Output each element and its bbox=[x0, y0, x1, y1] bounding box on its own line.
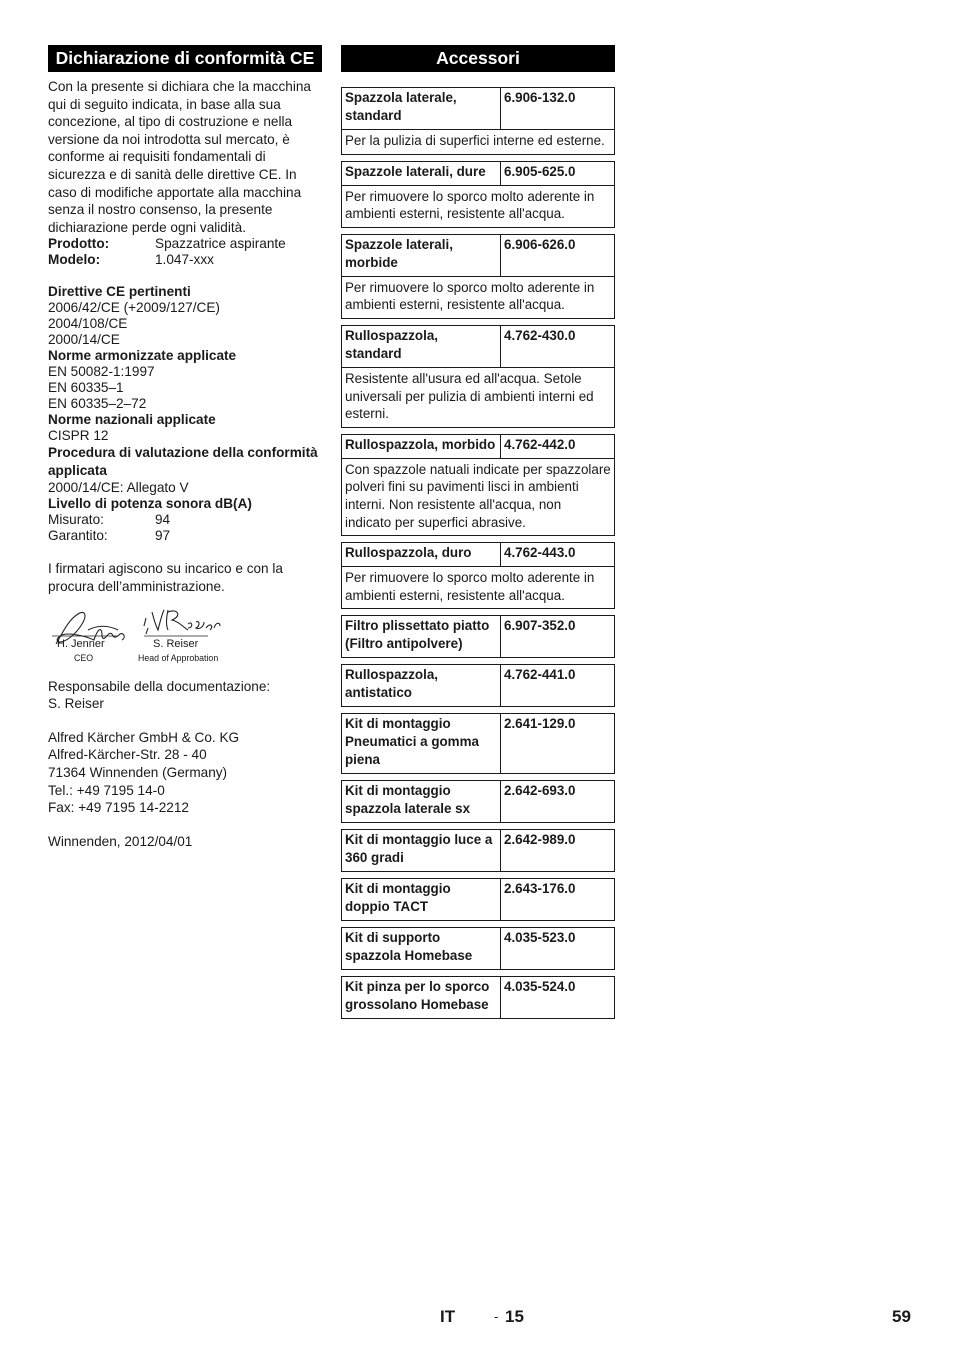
accessory-name: Spazzola laterale, standard bbox=[342, 88, 501, 129]
accessory-row bbox=[342, 977, 614, 1018]
accessory-name: Spazzole laterali, morbide bbox=[342, 235, 501, 276]
declaration-column bbox=[48, 45, 322, 850]
signatories-note: I firmatari agiscono su incarico e con la procura dell’amministrazione. bbox=[48, 561, 283, 594]
declaration-header: Dichiarazione di conformità CE bbox=[48, 45, 322, 72]
accessory-code: 2.641-129.0 bbox=[504, 716, 576, 732]
company-address bbox=[48, 729, 322, 817]
accessory-description: Per la pulizia di superfici interne ed esterne. bbox=[342, 129, 614, 154]
footer-section-page: 15 bbox=[505, 1307, 524, 1326]
accessory-item bbox=[341, 927, 615, 970]
national-heading: Norme nazionali applicate bbox=[48, 412, 216, 428]
procedure-heading: Procedura di valutazione della conformità applicata bbox=[48, 445, 318, 479]
accessory-code: 4.762-443.0 bbox=[504, 545, 576, 561]
directives-heading: Direttive CE pertinenti bbox=[48, 284, 191, 300]
doc-responsible-label: Responsabile della documentazione: bbox=[48, 678, 271, 694]
footer-language: IT bbox=[440, 1307, 456, 1326]
accessory-code: 4.762-441.0 bbox=[504, 667, 576, 683]
procedure-item: 2000/14/CE: Allegato V bbox=[48, 480, 189, 496]
accessory-description: Per rimuovere lo sporco molto aderente in ambienti esterni, resistente all'acqua. bbox=[342, 566, 614, 608]
signer2-name: S. Reiser bbox=[153, 637, 199, 650]
accessory-row bbox=[342, 162, 614, 185]
measured-value: 94 bbox=[155, 512, 171, 528]
accessory-item bbox=[341, 976, 615, 1019]
page-number: 59 bbox=[892, 1307, 911, 1326]
accessory-row bbox=[342, 830, 614, 871]
address-line: Fax: +49 7195 14-2212 bbox=[48, 800, 189, 816]
product-row bbox=[48, 236, 322, 252]
accessory-code: 4.035-524.0 bbox=[504, 979, 576, 995]
accessory-code: 6.906-132.0 bbox=[504, 90, 576, 105]
accessory-name: Kit di montaggio doppio TACT bbox=[342, 879, 501, 920]
accessory-row bbox=[342, 879, 614, 920]
accessory-row bbox=[342, 235, 614, 276]
accessory-code: 4.762-430.0 bbox=[504, 327, 576, 343]
measured-label: Misurato: bbox=[48, 512, 104, 528]
accessory-row bbox=[342, 928, 614, 969]
accessories-list bbox=[341, 87, 615, 1019]
accessory-item bbox=[341, 713, 615, 774]
accessory-item bbox=[341, 780, 615, 823]
signatures bbox=[48, 604, 322, 678]
signer1-title: CEO bbox=[74, 652, 94, 663]
signer1-name: H. Jenner bbox=[57, 637, 105, 650]
accessory-code: 6.906-626.0 bbox=[504, 236, 576, 252]
accessory-item bbox=[341, 664, 615, 707]
accessory-code: 2.643-176.0 bbox=[504, 881, 576, 897]
accessory-row bbox=[342, 88, 614, 129]
accessory-row bbox=[342, 616, 614, 657]
harmonized-item: EN 60335–1 bbox=[48, 380, 124, 396]
accessory-name: Kit di montaggio spazzola laterale sx bbox=[342, 781, 501, 822]
accessory-name: Kit pinza per lo sporco grossolano Homebase bbox=[342, 977, 501, 1018]
accessory-code: 2.642-693.0 bbox=[504, 783, 576, 799]
model-value: 1.047-xxx bbox=[155, 252, 214, 268]
accessory-row bbox=[342, 435, 614, 458]
accessory-item bbox=[341, 434, 615, 536]
footer-dash: - bbox=[494, 1309, 499, 1324]
accessories-header: Accessori bbox=[341, 45, 615, 72]
sound-heading: Livello di potenza sonora dB(A) bbox=[48, 496, 252, 512]
directive-item: 2000/14/CE bbox=[48, 332, 120, 348]
accessory-name: Rullospazzola, standard bbox=[342, 326, 501, 367]
accessory-name: Filtro plissettato piatto (Filtro antipolvere) bbox=[342, 616, 501, 657]
accessory-item bbox=[341, 615, 615, 658]
accessory-name: Rullospazzola, antistatico bbox=[342, 665, 501, 706]
address-line: Alfred-Kärcher-Str. 28 - 40 bbox=[48, 747, 207, 763]
accessory-code: 2.642-989.0 bbox=[504, 832, 576, 848]
product-value: Spazzatrice aspirante bbox=[155, 236, 286, 252]
accessory-description: Per rimuovere lo sporco molto aderente in ambienti esterni, resistente all'acqua. bbox=[342, 276, 614, 318]
accessory-description: Con spazzole natuali indicate per spazzolare polveri fini su pavimenti lisci in ambienti interni. Non resistente all'acqua, non indicato per superfici abrasive. bbox=[342, 458, 614, 535]
accessory-code: 4.762-442.0 bbox=[504, 436, 576, 452]
accessory-row bbox=[342, 714, 614, 773]
guaranteed-label: Garantito: bbox=[48, 528, 108, 544]
accessory-row bbox=[342, 326, 614, 367]
directive-item: 2006/42/CE (+2009/127/CE) bbox=[48, 300, 220, 316]
accessory-row bbox=[342, 543, 614, 566]
model-label: Modelo: bbox=[48, 252, 101, 268]
guaranteed-value: 97 bbox=[155, 528, 171, 544]
accessory-name: Spazzole laterali, dure bbox=[342, 162, 501, 185]
accessory-item bbox=[341, 542, 615, 609]
harmonized-item: EN 50082-1:1997 bbox=[48, 364, 155, 380]
accessory-code: 4.035-523.0 bbox=[504, 930, 576, 946]
accessory-description: Per rimuovere lo sporco molto aderente in ambienti esterni, resistente all'acqua. bbox=[342, 185, 614, 227]
accessory-row bbox=[342, 781, 614, 822]
accessory-item bbox=[341, 829, 615, 872]
accessory-code: 6.905-625.0 bbox=[504, 163, 576, 179]
address-line: Tel.: +49 7195 14-0 bbox=[48, 782, 165, 798]
signer2-title: Head of Approbation bbox=[138, 652, 219, 663]
national-item: CISPR 12 bbox=[48, 428, 109, 444]
accessory-name: Rullospazzola, duro bbox=[342, 543, 501, 566]
harmonized-heading: Norme armonizzate applicate bbox=[48, 348, 237, 364]
accessory-code: 6.907-352.0 bbox=[504, 618, 576, 634]
accessory-name: Rullospazzola, morbido bbox=[342, 435, 501, 458]
accessory-item bbox=[341, 325, 615, 428]
address-line: 71364 Winnenden (Germany) bbox=[48, 764, 228, 780]
doc-responsible-name: S. Reiser bbox=[48, 696, 104, 712]
accessory-name: Kit di montaggio luce a 360 gradi bbox=[342, 830, 501, 871]
place-date: Winnenden, 2012/04/01 bbox=[48, 833, 193, 849]
model-row bbox=[48, 252, 322, 268]
guaranteed-row bbox=[48, 528, 322, 544]
accessory-name: Kit di montaggio Pneumatici a gomma piena bbox=[342, 714, 501, 773]
accessory-item bbox=[341, 87, 615, 155]
measured-row bbox=[48, 512, 322, 528]
accessory-item bbox=[341, 161, 615, 228]
accessory-item bbox=[341, 878, 615, 921]
accessory-item bbox=[341, 234, 615, 319]
directive-item: 2004/108/CE bbox=[48, 316, 128, 332]
accessory-description: Resistente all'usura ed all'acqua. Setole universali per pulizia di ambienti interni ed esterni. bbox=[342, 367, 614, 427]
address-line: Alfred Kärcher GmbH & Co. KG bbox=[48, 729, 240, 745]
accessory-row bbox=[342, 665, 614, 706]
accessory-name: Kit di supporto spazzola Homebase bbox=[342, 928, 501, 969]
declaration-intro: Con la presente si dichiara che la macchina qui di seguito indicata, in base alla sua concezione, al tipo di costruzione e nella versione da noi introdotta sul mercato, è conforme ai requisiti fondamentali di sicurezza e di sanità delle direttive CE. In caso di modifiche apportate alla macchina senza il nostro consenso, la presente dichiarazione perde ogni validità. bbox=[48, 79, 311, 235]
accessories-column bbox=[341, 45, 615, 1025]
harmonized-item: EN 60335–2–72 bbox=[48, 396, 147, 412]
product-label: Prodotto: bbox=[48, 236, 110, 252]
